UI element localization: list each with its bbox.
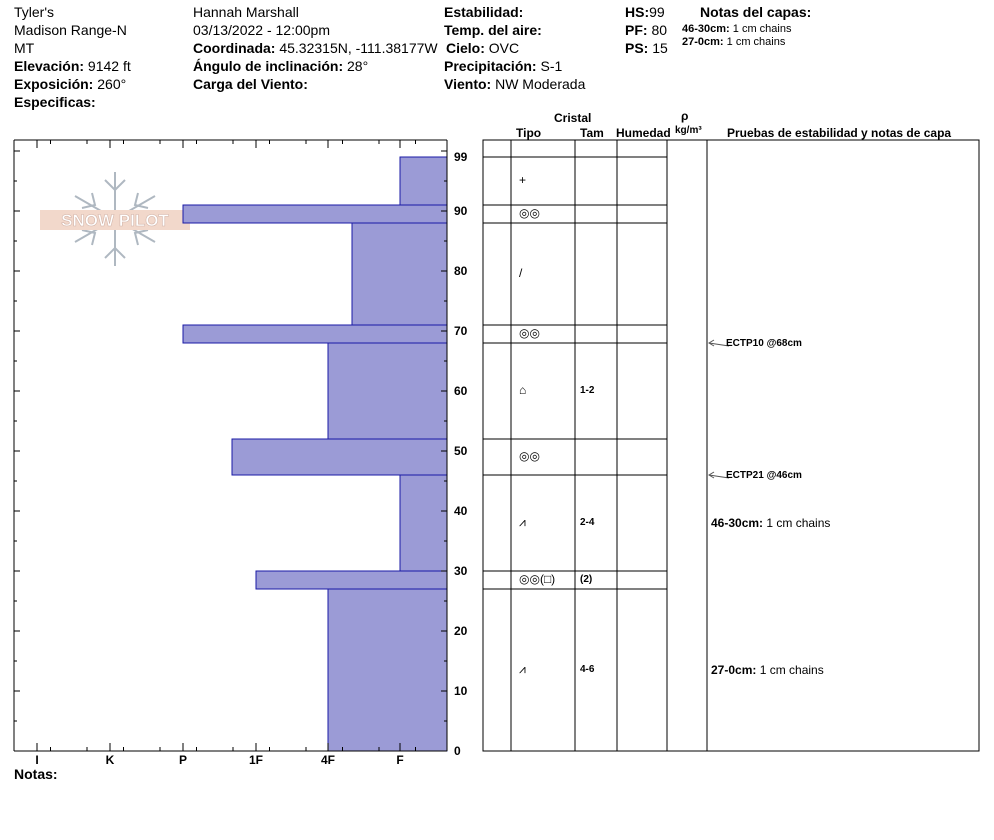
crystal-type-6: ◎◎: [519, 449, 540, 463]
hardness-tick-label-K: K: [105, 753, 115, 767]
sky-value: OVC: [488, 40, 520, 56]
layer-note-7: [711, 516, 830, 530]
air-temp-label: Temp. del aire:: [444, 22, 542, 38]
col-moisture: Humedad: [616, 126, 671, 140]
depth-tick-label-99: 99: [454, 150, 468, 164]
layer-note-9: [711, 663, 824, 677]
hardness-bar-6: [232, 439, 447, 475]
layer-note-1-text: 1 cm chains: [732, 23, 792, 35]
ps-label: PS:: [625, 40, 649, 56]
layer-note-1-range: 46-30cm:: [682, 23, 730, 35]
crystal-size-8: (2): [580, 574, 593, 585]
crystal-type-9: ⩘: [519, 662, 526, 676]
elevation-value: 9142 ft: [87, 58, 131, 74]
layer-note-text: 1 cm chains: [766, 516, 831, 530]
layer-note-2-range: 27-0cm:: [682, 36, 724, 48]
pf-value: 80: [651, 22, 668, 38]
crystal-size-5: 1-2: [580, 385, 595, 396]
layer-table-frame: [483, 140, 979, 751]
hs-label: HS:: [625, 4, 650, 20]
precip-label: Precipitación:: [444, 58, 537, 74]
snowpilot-logo: [40, 172, 190, 266]
col-type: Tipo: [516, 126, 542, 140]
depth-tick-label-30: 30: [454, 564, 468, 578]
state: MT: [14, 40, 35, 56]
crystal-type-7: ⩘: [519, 515, 526, 529]
sky-label: Cielo:: [446, 40, 485, 56]
datetime: 03/13/2022 - 12:00pm: [193, 22, 330, 38]
hardness-bar-7: [400, 475, 447, 571]
observer: Hannah Marshall: [193, 4, 299, 20]
crystal-type-4: ◎◎: [519, 326, 540, 340]
layer-note-range: 46-30cm:: [711, 516, 767, 530]
depth-tick-label-70: 70: [454, 324, 468, 338]
aspect-value: 260°: [97, 76, 127, 92]
slope-value: 28°: [347, 58, 369, 74]
stability-test-1: ECTP10 @68cm: [726, 338, 802, 349]
ps-value: 15: [652, 40, 668, 56]
hardness-bar-5: [328, 343, 447, 439]
wind-load-label: Carga del Viento:: [193, 76, 308, 92]
wind-label: Viento:: [444, 76, 492, 92]
location: Tyler's: [14, 4, 55, 20]
col-tests: Pruebas de estabilidad y notas de capa: [727, 126, 952, 140]
hardness-tick-label-4F: 4F: [320, 753, 335, 767]
col-size: Tam: [580, 126, 604, 140]
crystal-type-2: ◎◎: [519, 206, 540, 220]
depth-tick-label-20: 20: [454, 624, 468, 638]
depth-tick-label-10: 10: [454, 684, 468, 698]
stability-test-2: ECTP21 @46cm: [726, 470, 802, 481]
layer-note-range: 27-0cm:: [711, 663, 760, 677]
crystal-size-9: 4-6: [580, 664, 595, 675]
col-density-unit: kg/m³: [675, 125, 702, 136]
coord-value: 45.32315N, -111.38177W: [279, 40, 438, 56]
hardness-bar-1: [400, 157, 447, 205]
aspect-label: Exposición:: [14, 76, 94, 92]
crystal-type-5: ⌂: [519, 383, 527, 397]
hardness-tick-label-1F: 1F: [248, 753, 263, 767]
hardness-bar-9: [328, 589, 447, 751]
depth-tick-label-0: 0: [454, 744, 461, 758]
crystal-size-7: 2-4: [580, 517, 595, 528]
depth-tick-label-80: 80: [454, 264, 468, 278]
layer-notes-title: Notas del capas:: [700, 4, 812, 20]
hardness-bar-8: [256, 571, 447, 589]
depth-tick-label-60: 60: [454, 384, 468, 398]
logo-text: SNOW PILOT: [61, 211, 169, 230]
hardness-bar-4: [183, 325, 447, 343]
depth-tick-label-40: 40: [454, 504, 468, 518]
wind-value: NW Moderada: [495, 76, 586, 92]
notes-label: Notas:: [14, 766, 58, 782]
col-rho: ρ: [681, 109, 689, 123]
depth-tick-label-50: 50: [454, 444, 468, 458]
hardness-bar-2: [183, 205, 447, 223]
crystal-type-8: ◎◎(□): [519, 572, 556, 586]
crystal-type-1: +: [519, 173, 527, 187]
depth-tick-label-90: 90: [454, 204, 468, 218]
pf-label: PF:: [625, 22, 648, 38]
range: Madison Range-N: [14, 22, 127, 38]
stability-label: Estabilidad:: [444, 4, 524, 20]
coord-label: Coordinada:: [193, 40, 276, 56]
hardness-bar-3: [352, 223, 447, 325]
precip-value: S-1: [540, 58, 563, 74]
specifics-label: Especificas:: [14, 94, 96, 110]
hs-value: 99: [649, 4, 665, 20]
hardness-tick-label-I: I: [35, 753, 39, 767]
slope-label: Ángulo de inclinación:: [193, 58, 344, 74]
hardness-tick-label-P: P: [178, 753, 187, 767]
col-crystal: Cristal: [554, 111, 592, 125]
hardness-tick-label-F: F: [396, 753, 404, 767]
crystal-type-3: /: [519, 266, 523, 280]
layer-note-2-text: 1 cm chains: [726, 36, 786, 48]
layer-note-text: 1 cm chains: [759, 663, 824, 677]
elevation-label: Elevación:: [14, 58, 85, 74]
